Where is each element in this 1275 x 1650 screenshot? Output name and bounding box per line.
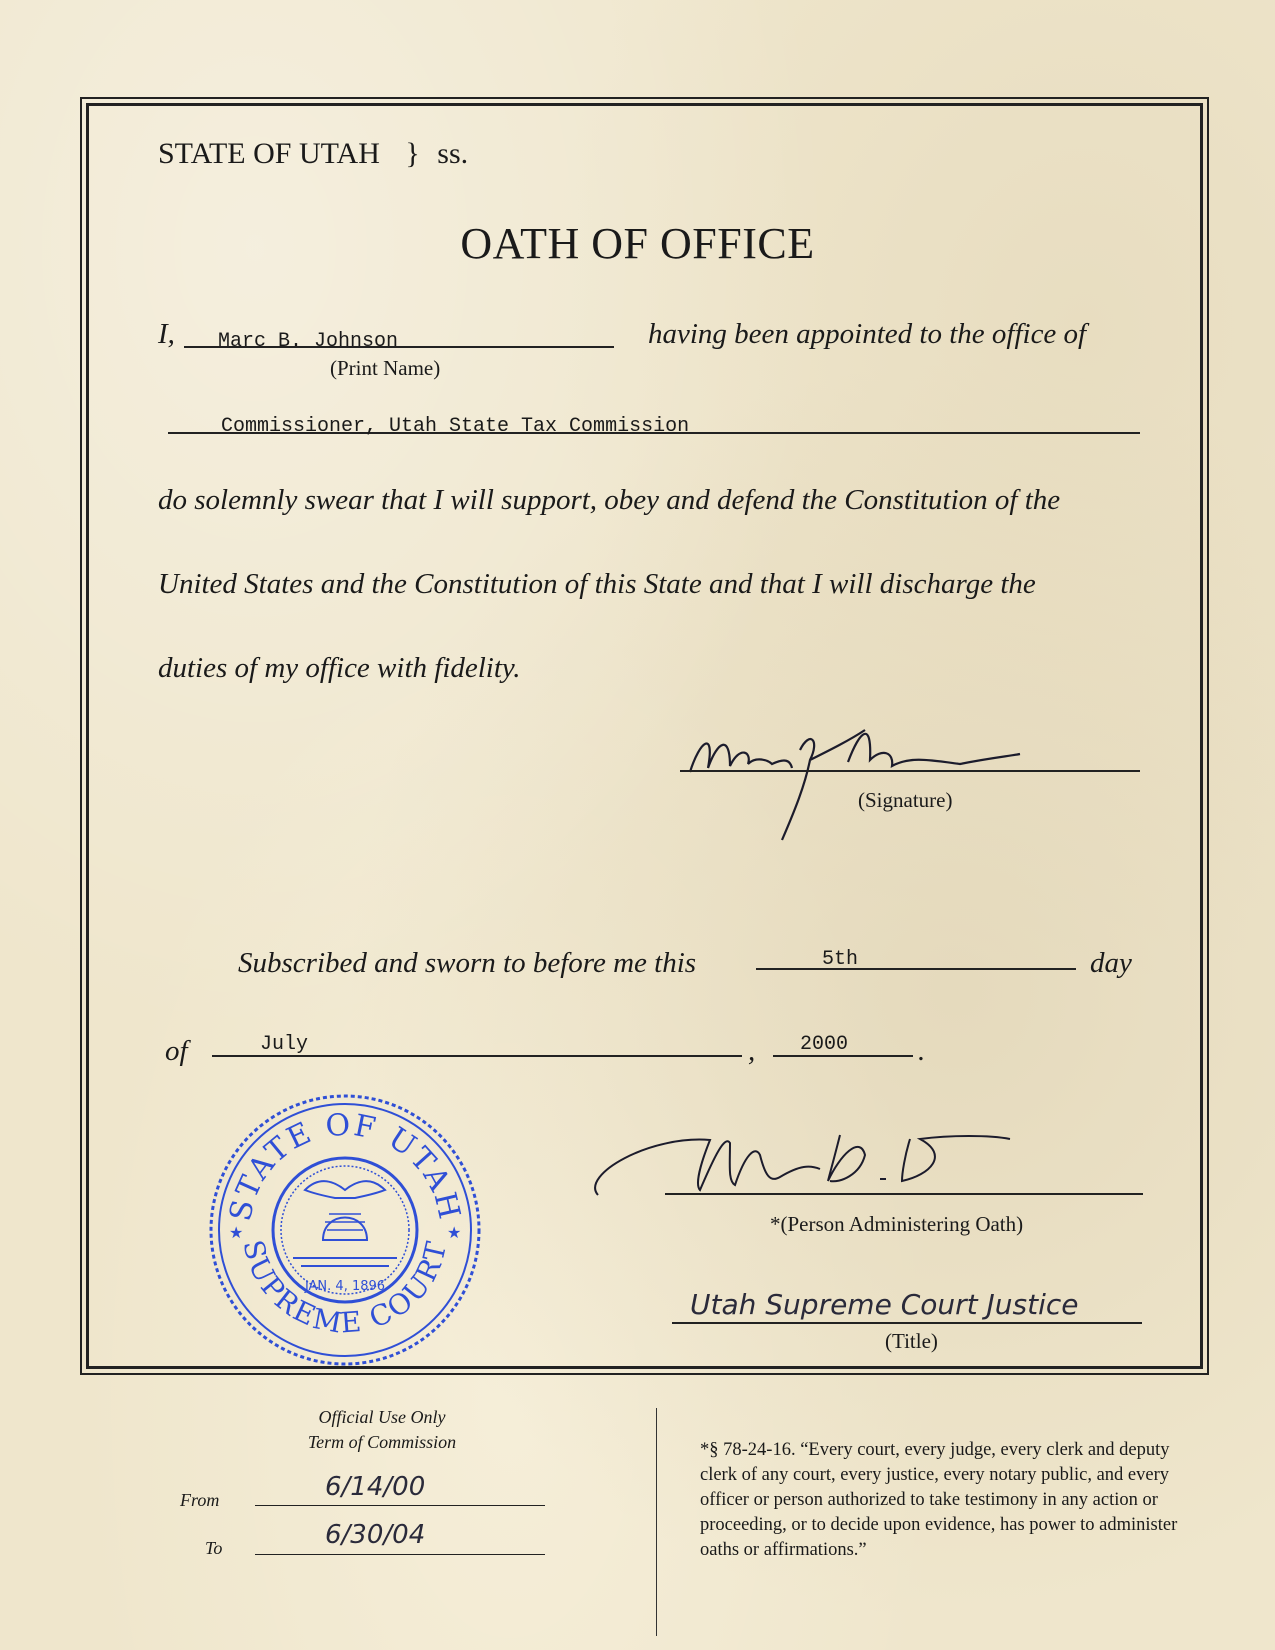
official-use-heading-1: Official Use Only xyxy=(318,1407,446,1427)
appointed-text: having been appointed to the office of xyxy=(648,318,1087,350)
state-header xyxy=(158,137,468,171)
to-value: 6/30/04 xyxy=(325,1520,426,1550)
from-line xyxy=(255,1505,545,1506)
handwritten-title: Utah Supreme Court Justice xyxy=(690,1288,1079,1321)
name-field: Marc B. Johnson xyxy=(218,330,399,353)
oath-line-2: United States and the Constitution of this State and that I will discharge the xyxy=(158,568,1036,600)
administrator-line xyxy=(665,1193,1143,1195)
office-field: Commissioner, Utah State Tax Commission xyxy=(221,415,690,438)
official-use-heading xyxy=(252,1405,512,1455)
administrator-caption: *(Person Administering Oath) xyxy=(770,1212,1024,1236)
year-field: 2000 xyxy=(800,1033,849,1056)
state-name: STATE OF UTAH xyxy=(158,137,380,170)
to-line xyxy=(255,1554,545,1555)
seal-bottom-text: SUPREME COURT xyxy=(236,1236,454,1340)
official-use-heading-2: Term of Commission xyxy=(307,1432,457,1452)
day-line xyxy=(756,968,1076,970)
title-caption: (Title) xyxy=(885,1329,938,1353)
to-label: To xyxy=(205,1538,223,1558)
state-seal xyxy=(205,1090,485,1370)
bottom-divider xyxy=(656,1408,657,1636)
page-title: OATH OF OFFICE xyxy=(460,219,815,268)
ss-label: ss. xyxy=(437,137,469,170)
title-line xyxy=(672,1322,1142,1324)
of-word: of xyxy=(165,1035,188,1067)
month-field: July xyxy=(260,1033,309,1056)
seal-star-left: ★ xyxy=(229,1225,244,1242)
subscribed-text: Subscribed and sworn to before me this xyxy=(238,947,697,979)
name-caption: (Print Name) xyxy=(330,356,441,380)
period: . xyxy=(918,1035,926,1067)
from-value: 6/14/00 xyxy=(325,1472,426,1502)
seal-star-right: ★ xyxy=(447,1225,462,1242)
signature-line xyxy=(680,770,1140,772)
day-word: day xyxy=(1090,947,1132,979)
statute-note: *§ 78-24-16. “Every court, every judge, every clerk and deputy clerk of any court, every justice, every notary public, and every officer or person authorized to take testimony in any action or proceeding, or to decide upon evidence, has power to administer oaths or affirmations.” xyxy=(700,1440,1178,1560)
brace: } xyxy=(405,137,420,170)
signature-caption: (Signature) xyxy=(858,788,953,812)
oath-line-3: duties of my office with fidelity. xyxy=(158,652,521,684)
seal-top-text: STATE OF UTAH xyxy=(223,1107,468,1225)
seal-date: JAN. 4, 1896 xyxy=(304,1279,386,1294)
from-label: From xyxy=(180,1490,220,1510)
i-prefix: I, xyxy=(158,318,175,350)
oath-line-1: do solemnly swear that I will support, obey and defend the Constitution of the xyxy=(158,484,1061,516)
comma: , xyxy=(748,1035,756,1067)
day-field: 5th xyxy=(822,948,859,971)
signature-administrator xyxy=(590,1095,1070,1205)
